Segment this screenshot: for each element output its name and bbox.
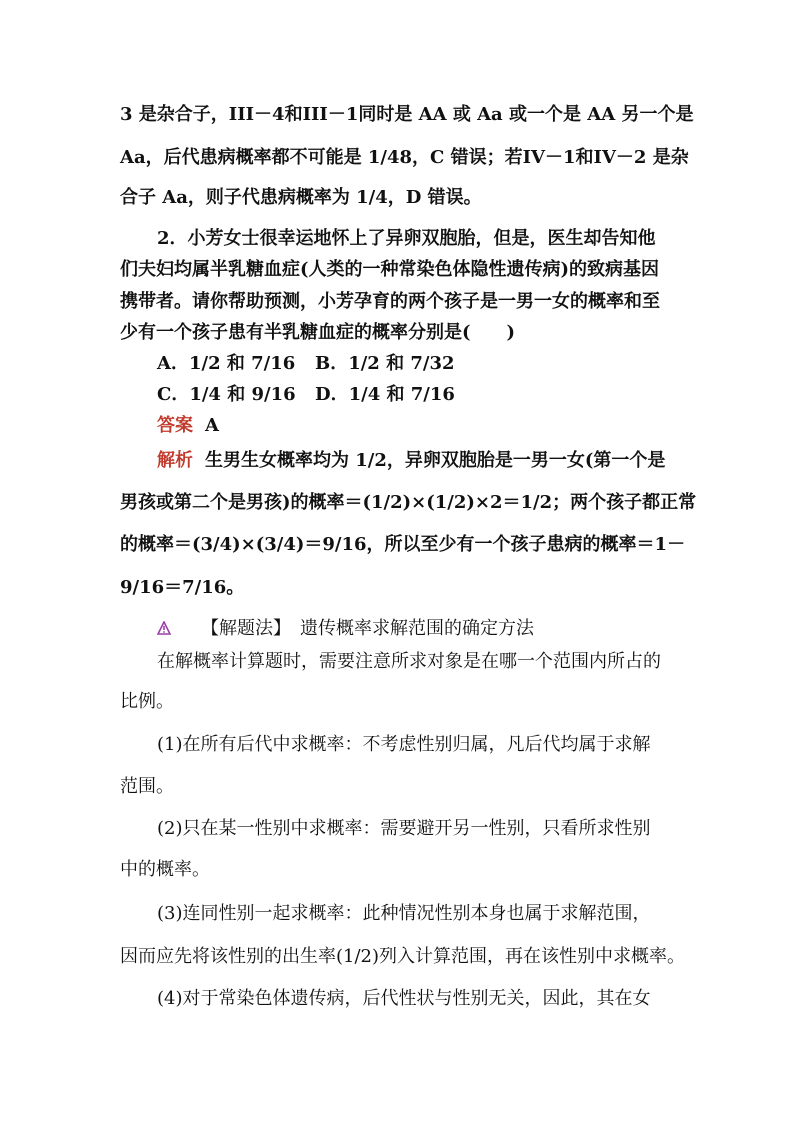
option-a: A．1/2 和 7/16 (157, 353, 296, 374)
options-row-1 (157, 352, 680, 376)
analysis-text: 生男生女概率均为 1/2，异卵双胞胎是一男一女(第一个是 (205, 450, 666, 471)
option-d: D．1/4 和 7/16 (315, 384, 455, 405)
question-text: 小芳女士很幸运地怀上了异卵双胞胎，但是，医生却告知他 (187, 228, 656, 249)
text-line-1: 3 是杂合子，III－4和III－1同时是 AA 或 Aa 或一个是 AA 另一个是 (120, 104, 694, 125)
point-2-line-1: (2)只在某一性别中求概率：需要避开另一性别，只看所求性别 (157, 818, 651, 839)
point-4-line-1: (4)对于常染色体遗传病，后代性状与性别无关，因此，其在女 (157, 988, 651, 1009)
point-1-line-2: 范围。 (120, 776, 174, 797)
answer-label: 答案 (157, 415, 193, 436)
text-line-3: 合子 Aa，则子代患病概率为 1/4，D 错误。 (120, 187, 482, 208)
question-line-1 (157, 227, 680, 251)
question-line-2: 们夫妇均属半乳糖血症(人类的一种常染色体隐性遗传病)的致病基因 (120, 259, 660, 280)
point-3-line-1: (3)连同性别一起求概率：此种情况性别本身也属于求解范围， (157, 903, 651, 924)
point-3-line-2: 因而应先将该性别的出生率(1/2)列入计算范围，再在该性别中求概率。 (120, 946, 686, 967)
analysis-label: 解析 (157, 450, 193, 471)
option-b: B．1/2 和 7/32 (315, 353, 455, 374)
triangle-warning-icon (157, 618, 171, 632)
point-1-line-1: (1)在所有后代中求概率：不考虑性别归属，凡后代均属于求解 (157, 734, 651, 755)
text-line-2: Aa，后代患病概率都不可能是 1/48，C 错误；若IV－1和IV－2 是杂 (120, 147, 689, 168)
question-line-3: 携带者。请你帮助预测，小芳孕育的两个孩子是一男一女的概率和至 (120, 291, 660, 312)
method-heading (157, 617, 680, 641)
options-row-2 (157, 383, 680, 407)
method-title: 【解题法】 遗传概率求解范围的确定方法 (201, 618, 534, 639)
question-number: 2． (157, 228, 188, 249)
analysis-line-2: 男孩或第二个是男孩)的概率＝(1/2)×(1/2)×2＝1/2；两个孩子都正常 (120, 492, 697, 513)
answer-value: A (205, 415, 219, 436)
method-line-1: 在解概率计算题时，需要注意所求对象是在哪一个范围内所占的 (157, 651, 661, 672)
analysis-line-3: 的概率＝(3/4)×(3/4)＝9/16，所以至少有一个孩子患病的概率＝1－ (120, 534, 686, 555)
analysis-line-1 (157, 449, 680, 473)
method-line-2: 比例。 (120, 691, 174, 712)
option-c: C．1/4 和 9/16 (157, 384, 296, 405)
question-line-4: 少有一个孩子患有半乳糖血症的概率分别是( ) (120, 322, 516, 343)
point-2-line-2: 中的概率。 (120, 859, 210, 880)
analysis-line-4: 9/16＝7/16。 (120, 577, 245, 598)
answer-line (157, 414, 680, 438)
